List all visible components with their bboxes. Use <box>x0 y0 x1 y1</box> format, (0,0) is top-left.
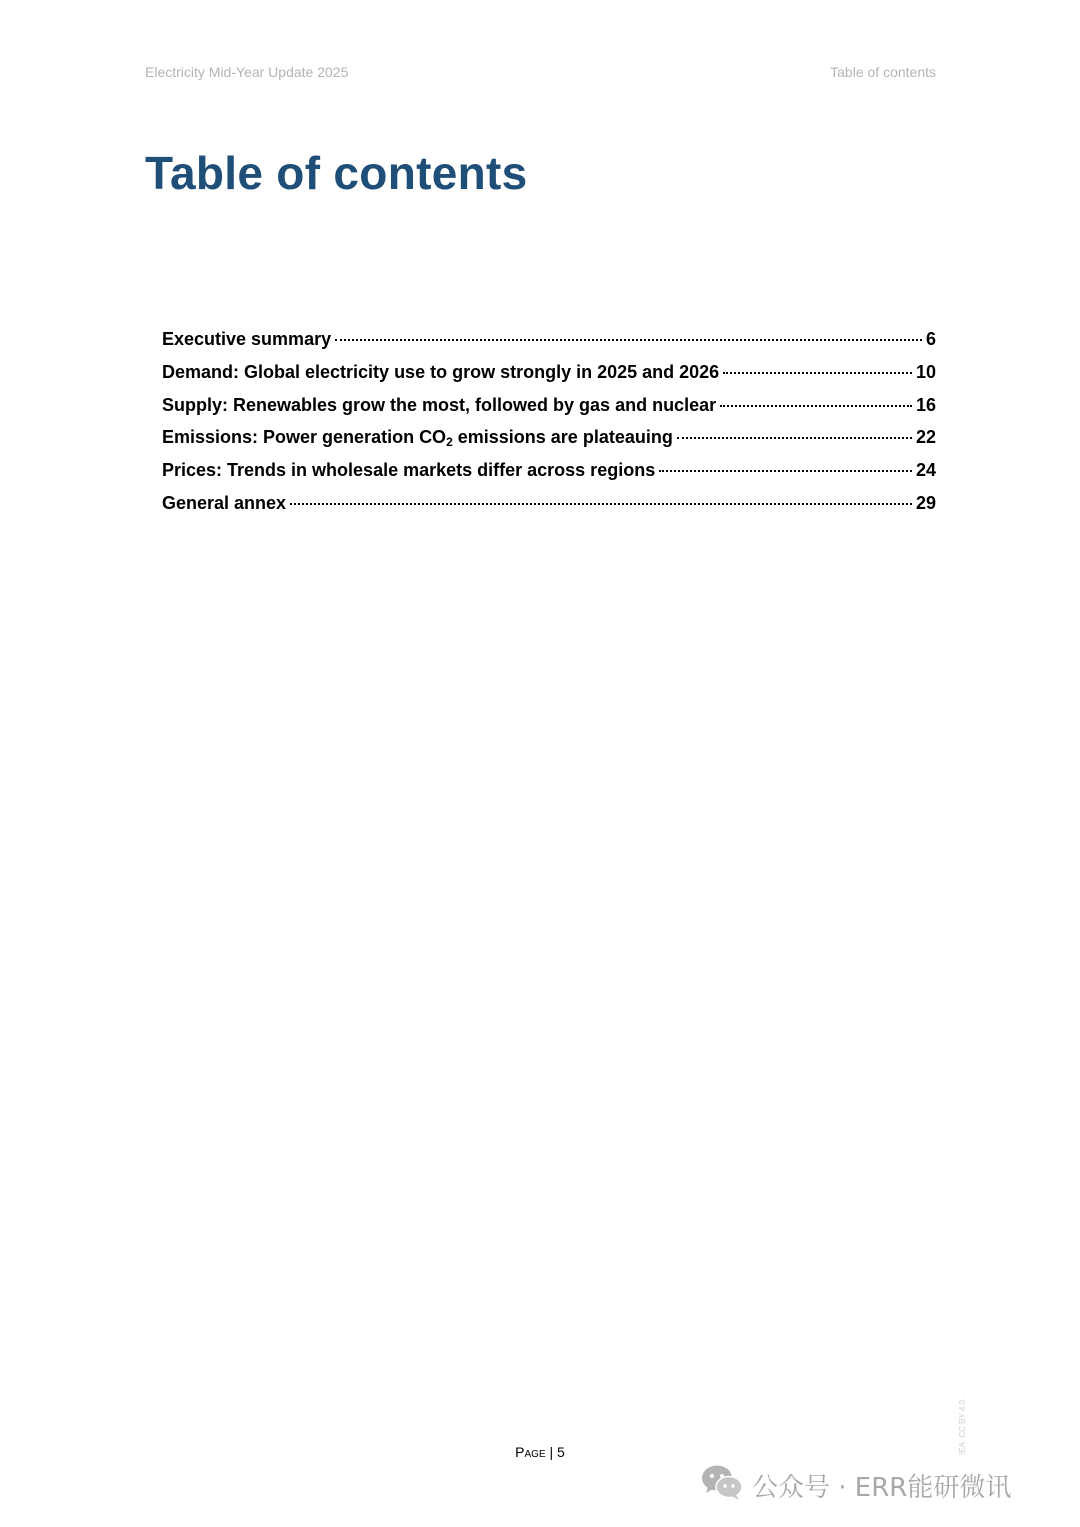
toc-entry-supply[interactable] <box>162 395 936 428</box>
toc-dot-leader <box>720 405 912 407</box>
table-of-contents <box>162 329 936 526</box>
page-label: Page <box>515 1444 546 1460</box>
toc-entry-page: 10 <box>915 361 936 382</box>
toc-entry-title <box>162 427 673 448</box>
toc-entry-page: 16 <box>915 394 936 415</box>
toc-dot-leader <box>290 503 912 505</box>
toc-title-part: Emissions: Power generation CO <box>162 427 447 448</box>
toc-entry-executive-summary[interactable] <box>162 329 936 362</box>
toc-title-part: emissions are plateauing <box>452 427 673 448</box>
toc-dot-leader <box>659 470 912 472</box>
toc-entry-emissions[interactable] <box>162 427 936 460</box>
toc-entry-page: 24 <box>915 460 936 481</box>
page-number: 5 <box>557 1444 565 1460</box>
watermark <box>700 1462 1011 1509</box>
wechat-icon <box>700 1462 744 1509</box>
running-header <box>145 64 936 80</box>
page-title: Table of contents <box>145 147 528 199</box>
toc-entry-title: Prices: Trends in wholesale markets differ across regions <box>162 460 656 481</box>
toc-entry-page: 6 <box>925 329 936 349</box>
toc-entry-title: Supply: Renewables grow the most, followed by gas and nuclear <box>162 394 717 415</box>
toc-title-subscript: 2 <box>446 435 453 450</box>
page-number-footer <box>0 1444 1080 1460</box>
page-separator: | <box>545 1444 558 1460</box>
licence-notice: IEA. CC BY 4.0. <box>958 1397 967 1455</box>
watermark-text: 公众号 · ERR能研微讯 <box>752 1473 1012 1503</box>
header-section-name: Table of contents <box>830 64 936 80</box>
toc-entry-demand[interactable] <box>162 362 936 395</box>
toc-entry-page: 22 <box>915 427 936 448</box>
toc-entry-title: General annex <box>162 492 287 513</box>
toc-entry-title: Demand: Global electricity use to grow strongly in 2025 and 2026 <box>162 361 720 382</box>
header-document-name: Electricity Mid-Year Update 2025 <box>145 64 349 80</box>
toc-entry-title: Executive summary <box>162 329 332 349</box>
toc-dot-leader <box>335 339 922 341</box>
toc-dot-leader <box>723 372 912 374</box>
toc-entry-general-annex[interactable] <box>162 493 936 526</box>
toc-dot-leader <box>677 437 912 439</box>
toc-entry-prices[interactable] <box>162 460 936 493</box>
toc-entry-page: 29 <box>915 492 936 513</box>
